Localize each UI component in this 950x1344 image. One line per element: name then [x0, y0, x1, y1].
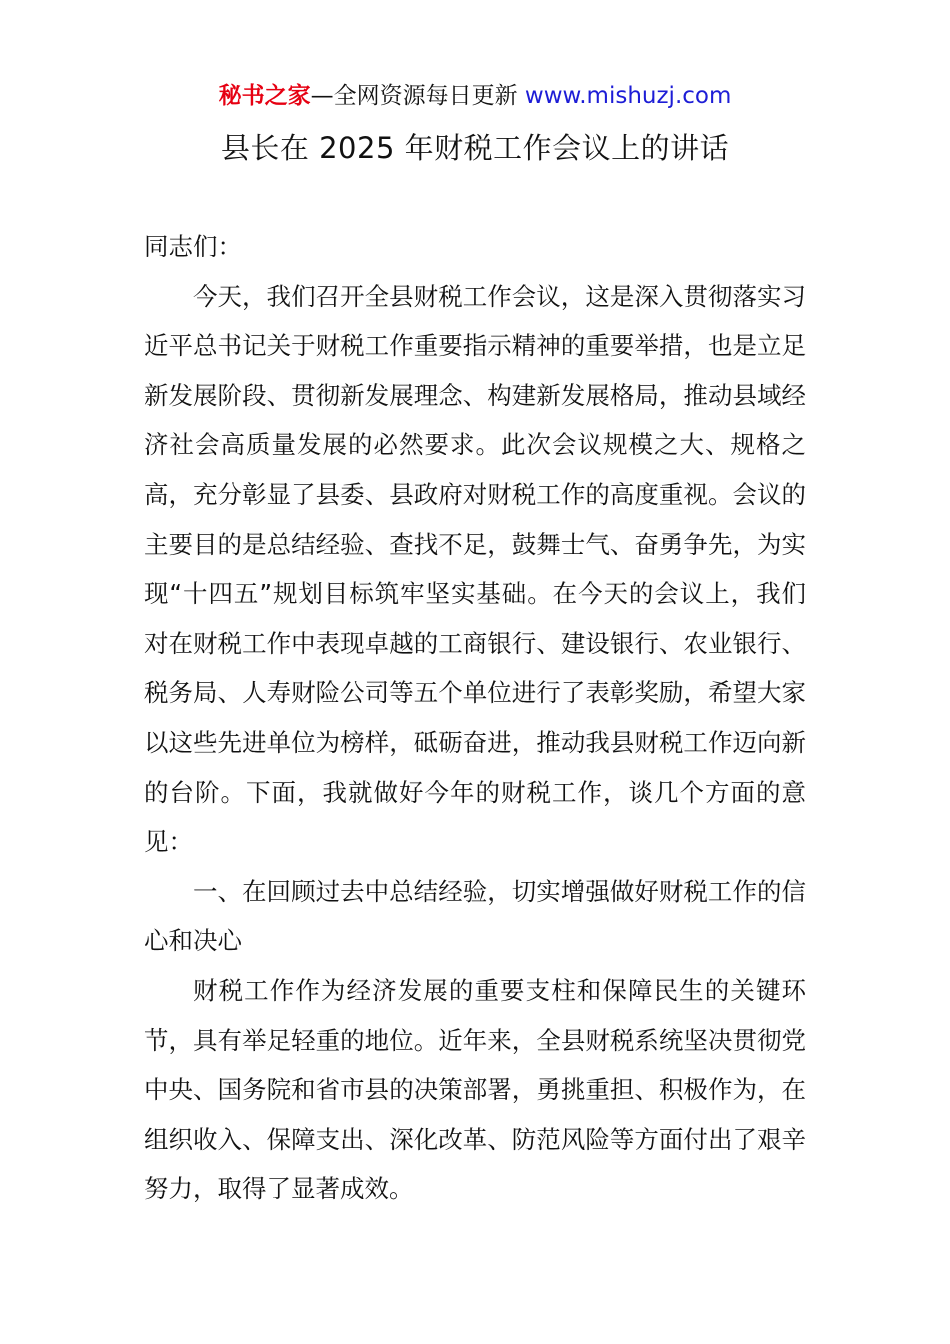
salutation: 同志们： [144, 232, 242, 261]
site-url-link[interactable]: www.mishuzj.com [524, 83, 732, 109]
site-tagline: —全网资源每日更新 [310, 83, 525, 109]
paragraph-section-one: 财税工作作为经济发展的重要支柱和保障民生的关键环节，具有举足轻重的地位。近年来，全县财税系统坚决贯彻党中央、国务院和省市县的决策部署，勇挑重担、积极作为，在组织收入、保障支出、深化改革、防范风险等方面付出了艰辛努力，取得了显著成效。 [144, 975, 806, 1204]
site-brand: 秘书之家 [218, 83, 311, 109]
site-header [0, 80, 950, 112]
paragraph-intro: 今天，我们召开全县财税工作会议，这是深入贯彻落实习近平总书记关于财税工作重要指示精神的重要举措，也是立足新发展阶段、贯彻新发展理念、构建新发展格局，推动县域经济社会高质量发展的必然要求。此次会议规模之大、规格之高，充分彰显了县委、县政府对财税工作的高度重视。会议的主要目的是总结经验、查找不足，鼓舞士气、奋勇争先，为实现“十四五”规划目标筑牢坚实基础。在今天的会议上，我们对在财税工作中表现卓越的工商银行、建设银行、农业银行、税务局、人寿财险公司等五个单位进行了表彰奖励，希望大家以这些先进单位为榜样，砥砺奋进，推动我县财税工作迈向新的台阶。下面，我就做好今年的财税工作，谈几个方面的意见： [144, 281, 806, 857]
document-body [144, 222, 806, 1214]
document-title: 县长在 2025 年财税工作会议上的讲话 [220, 131, 730, 165]
section-heading-one: 一、在回顾过去中总结经验，切实增强做好财税工作的信心和决心 [144, 876, 806, 956]
